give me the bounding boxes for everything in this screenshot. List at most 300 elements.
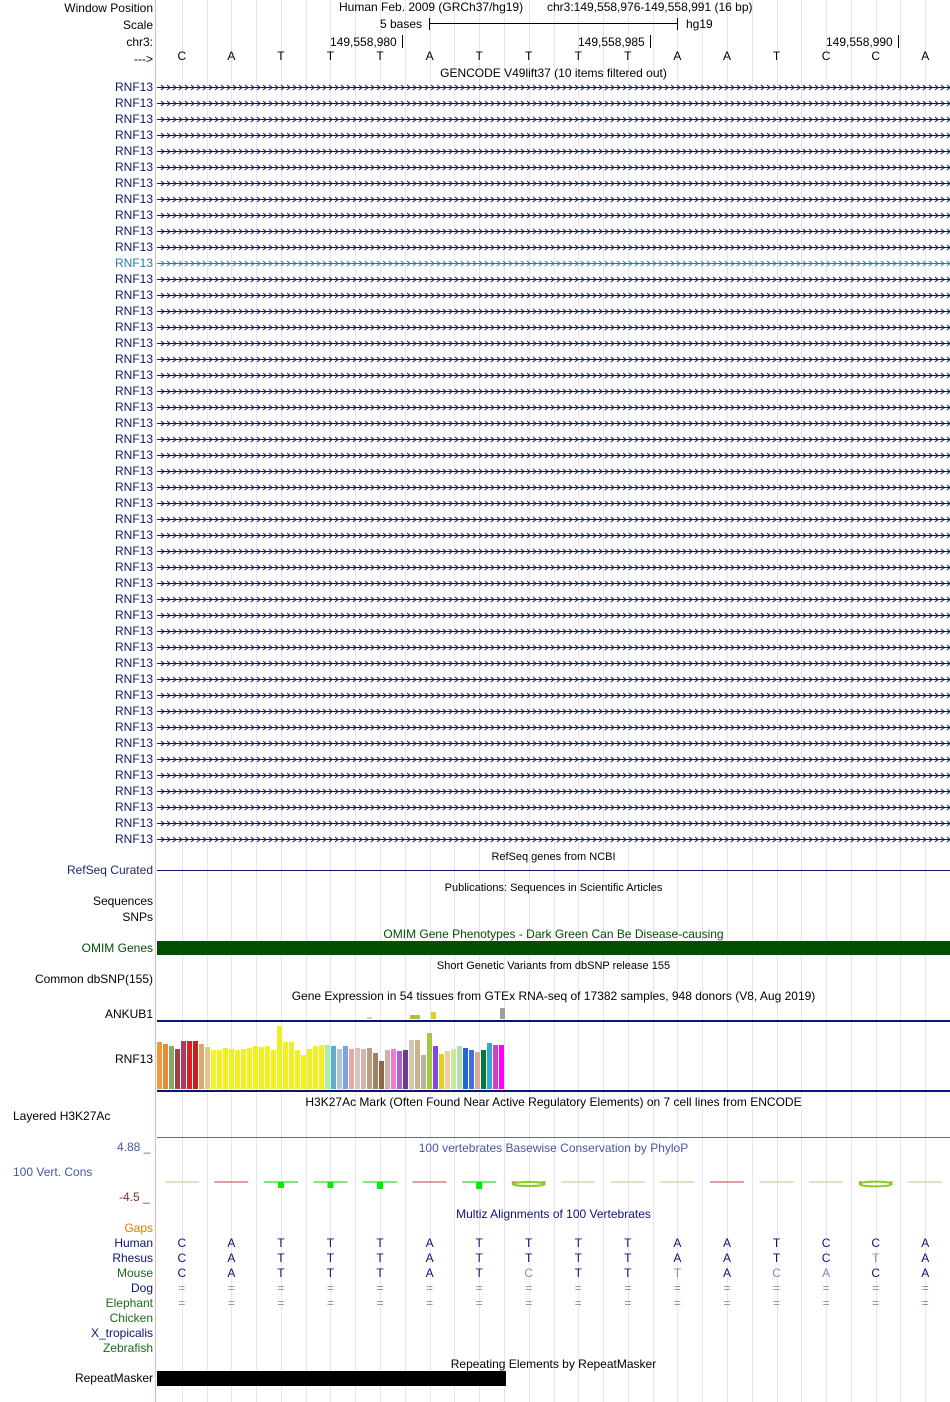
gtex-tissue-bar[interactable] — [355, 1048, 360, 1089]
refseq-track-title[interactable]: RefSeq genes from NCBI — [491, 851, 616, 863]
gencode-gene-label[interactable]: RNF13 — [114, 768, 153, 782]
strand-chevrons — [157, 260, 950, 267]
gencode-transcript[interactable] — [157, 436, 950, 443]
gtex-tissue-bar[interactable] — [427, 1033, 432, 1089]
strand-chevrons — [157, 324, 950, 331]
gencode-transcript[interactable] — [157, 708, 950, 715]
publications-track-title[interactable]: Publications: Sequences in Scientific Articles — [444, 882, 663, 894]
gencode-gene-label[interactable]: RNF13 — [114, 688, 153, 702]
multiz-species-label[interactable]: Elephant — [105, 1296, 153, 1310]
strand-chevrons — [157, 484, 950, 491]
repeatmasker-track-title[interactable]: Repeating Elements by RepeatMasker — [450, 1357, 657, 1371]
gencode-gene-label[interactable]: RNF13 — [114, 368, 153, 382]
multiz-base: = — [475, 1281, 483, 1295]
reference-base: C — [177, 49, 187, 63]
phylop-track-title[interactable]: 100 vertebrates Basewise Conservation by PhyloP — [418, 1141, 689, 1155]
gencode-transcript[interactable] — [157, 212, 950, 219]
gtex-tissue-bar[interactable] — [157, 1042, 162, 1089]
gencode-transcript[interactable] — [157, 116, 950, 123]
gencode-transcript[interactable] — [157, 356, 950, 363]
strand-chevrons — [157, 660, 950, 667]
gencode-gene-label[interactable]: RNF13 — [114, 336, 153, 350]
strand-chevrons — [157, 756, 950, 763]
gtex-tissue-bar[interactable] — [163, 1044, 168, 1089]
gtex-tissue-bar[interactable] — [415, 1040, 420, 1089]
gtex-tissue-bar[interactable] — [487, 1043, 492, 1089]
multiz-base: C — [177, 1236, 187, 1250]
gencode-gene-label[interactable]: RNF13 — [114, 176, 153, 190]
gencode-gene-label[interactable]: RNF13 — [114, 736, 153, 750]
gtex-tissue-bar[interactable] — [283, 1042, 288, 1089]
phylop-score-mark[interactable] — [462, 1182, 496, 1189]
strand-chevrons — [157, 580, 950, 587]
gencode-gene-label[interactable]: RNF13 — [114, 416, 153, 430]
multiz-base: T — [326, 1251, 335, 1265]
multiz-base: T — [624, 1236, 632, 1250]
gtex-tissue-bar[interactable] — [181, 1041, 186, 1089]
multiz-base: T — [475, 1236, 483, 1250]
multiz-base: A — [425, 1251, 434, 1265]
ruler-tick-label: 149,558,985 — [578, 35, 645, 49]
chrom-label: chr3: — [126, 35, 153, 49]
gencode-gene-label[interactable]: RNF13 — [114, 272, 153, 286]
gtex-tissue-bar[interactable] — [397, 1051, 402, 1089]
gencode-transcript[interactable] — [157, 756, 950, 763]
reference-base: T — [772, 49, 781, 63]
multiz-base: A — [722, 1236, 731, 1250]
gencode-gene-label[interactable]: RNF13 — [114, 80, 153, 94]
reference-base: C — [871, 49, 880, 63]
gencode-transcript[interactable] — [157, 308, 950, 315]
gtex-ankub1-bar[interactable] — [367, 1017, 372, 1019]
gencode-transcript[interactable] — [157, 500, 950, 507]
gtex-tissue-bar[interactable] — [391, 1049, 396, 1089]
multiz-base: = — [277, 1281, 285, 1295]
window-position-label: Window Position — [64, 1, 153, 15]
gencode-transcript[interactable] — [157, 564, 950, 571]
strand-chevrons — [157, 692, 950, 699]
multiz-species-label[interactable]: Chicken — [109, 1311, 153, 1325]
multiz-base: = — [673, 1281, 681, 1295]
gtex-tissue-bar[interactable] — [169, 1046, 174, 1089]
gtex-tissue-bar[interactable] — [499, 1045, 504, 1089]
gtex-tissue-bar[interactable] — [445, 1051, 450, 1089]
multiz-base: = — [475, 1296, 483, 1310]
gtex-tissue-bar[interactable] — [199, 1044, 204, 1089]
gencode-transcript[interactable] — [157, 292, 950, 299]
gencode-transcript[interactable] — [157, 148, 950, 155]
gtex-tissue-bar[interactable] — [295, 1050, 300, 1089]
scale-bar-right-tick — [677, 18, 678, 30]
reference-base: T — [277, 49, 285, 63]
multiz-base: A — [921, 1266, 930, 1280]
label-divider — [155, 0, 156, 1402]
strand-chevrons — [157, 372, 950, 379]
multiz-base: C — [177, 1251, 187, 1265]
gtex-tissue-bar[interactable] — [319, 1045, 324, 1089]
multiz-base: T — [871, 1251, 880, 1265]
gencode-gene-label[interactable]: RNF13 — [114, 592, 153, 606]
multiz-base: = — [525, 1281, 533, 1295]
strand-chevrons — [157, 740, 950, 747]
gencode-gene-label[interactable]: RNF13 — [114, 640, 153, 654]
multiz-species-label[interactable]: Mouse — [116, 1266, 153, 1280]
gtex-tissue-bar[interactable] — [349, 1049, 354, 1089]
multiz-base: C — [772, 1266, 781, 1280]
gtex-track-title[interactable]: Gene Expression in 54 tissues from GTEx RNA-seq of 17382 samples, 948 donors (V8, Aug 2019) — [291, 989, 816, 1003]
gtex-tissue-bar[interactable] — [289, 1042, 294, 1089]
multiz-base: = — [673, 1296, 681, 1310]
strand-chevrons — [157, 548, 950, 555]
gtex-tissue-bar[interactable] — [463, 1048, 468, 1089]
multiz-base: = — [227, 1296, 235, 1310]
gtex-tissue-bar[interactable] — [265, 1046, 270, 1089]
gencode-gene-label[interactable]: RNF13 — [114, 544, 153, 558]
position-readout[interactable]: chr3:149,558,976-149,558,991 (16 bp) — [547, 0, 753, 14]
gencode-gene-label[interactable]: RNF13 — [114, 656, 153, 670]
strand-chevrons — [157, 116, 950, 123]
gtex-tissue-bar[interactable] — [175, 1049, 180, 1089]
multiz-base: = — [574, 1281, 582, 1295]
multiz-base: = — [326, 1281, 334, 1295]
strand-chevrons — [157, 228, 950, 235]
gencode-transcript[interactable] — [157, 660, 950, 667]
strand-chevrons — [157, 292, 950, 299]
gencode-transcript[interactable] — [157, 468, 950, 475]
multiz-base: T — [475, 1251, 483, 1265]
dbsnp-track-label[interactable]: Common dbSNP(155) — [34, 972, 153, 986]
gencode-gene-label[interactable]: RNF13 — [114, 208, 153, 222]
multiz-base: A — [921, 1251, 930, 1265]
reference-base: T — [475, 49, 483, 63]
gencode-transcript[interactable] — [157, 692, 950, 699]
gencode-gene-label[interactable]: RNF13 — [114, 384, 153, 398]
multiz-base: C — [177, 1266, 187, 1280]
gencode-gene-label[interactable]: RNF13 — [114, 112, 153, 126]
phylop-score-mark[interactable] — [859, 1182, 893, 1187]
gencode-gene-label[interactable]: RNF13 — [114, 400, 153, 414]
gencode-gene-label[interactable]: RNF13 — [114, 192, 153, 206]
multiz-base: A — [425, 1266, 434, 1280]
gtex-tissue-bar[interactable] — [235, 1050, 240, 1089]
phylop-track-label[interactable]: 100 Vert. Cons — [13, 1165, 93, 1179]
gtex-tissue-bar[interactable] — [301, 1055, 306, 1089]
gencode-gene-label[interactable]: RNF13 — [114, 576, 153, 590]
gtex-tissue-bar[interactable] — [313, 1046, 318, 1089]
gtex-gene-label-ankub1[interactable]: ANKUB1 — [104, 1007, 153, 1021]
gencode-transcript[interactable] — [157, 260, 950, 267]
multiz-base: A — [425, 1236, 434, 1250]
multiz-base: T — [525, 1251, 533, 1265]
h3k27ac-track-label[interactable]: Layered H3K27Ac — [13, 1109, 111, 1123]
gencode-transcript[interactable] — [157, 644, 950, 651]
phylop-signal[interactable] — [157, 1162, 950, 1202]
gencode-gene-label[interactable]: RNF13 — [114, 704, 153, 718]
publications-label-sequences[interactable]: Sequences — [92, 894, 153, 908]
gencode-gene-label[interactable]: RNF13 — [114, 352, 153, 366]
strand-chevrons — [157, 468, 950, 475]
gtex-tissue-bar[interactable] — [217, 1050, 222, 1089]
strand-chevrons — [157, 84, 950, 91]
gtex-tissue-bar[interactable] — [193, 1041, 198, 1089]
gencode-gene-label[interactable]: RNF13 — [114, 496, 153, 510]
h3k27ac-baseline — [157, 1137, 950, 1138]
dbsnp-track-title[interactable]: Short Genetic Variants from dbSNP release 155 — [436, 960, 671, 972]
assembly-name: Human Feb. 2009 (GRCh37/hg19) — [339, 0, 524, 14]
publications-label-snps[interactable]: SNPs — [122, 910, 153, 924]
gencode-gene-label[interactable]: RNF13 — [114, 304, 153, 318]
repeatmasker-element[interactable] — [157, 1371, 506, 1386]
gtex-tissue-bar[interactable] — [271, 1050, 276, 1089]
gencode-gene-label[interactable]: RNF13 — [114, 832, 153, 846]
gtex-tissue-bar[interactable] — [361, 1049, 366, 1089]
gtex-tissue-bar[interactable] — [259, 1047, 264, 1089]
gencode-gene-label[interactable]: RNF13 — [114, 816, 153, 830]
strand-arrow-label: ---> — [134, 52, 153, 66]
gtex-tissue-bar[interactable] — [451, 1049, 456, 1089]
gencode-transcript[interactable] — [157, 388, 950, 395]
strand-chevrons — [157, 212, 950, 219]
h3k27ac-track-title[interactable]: H3K27Ac Mark (Often Found Near Active Regulatory Elements) on 7 cell lines from ENCODE — [305, 1095, 802, 1109]
gencode-transcript[interactable] — [157, 484, 950, 491]
gencode-gene-label[interactable]: RNF13 — [114, 144, 153, 158]
gencode-transcript[interactable] — [157, 548, 950, 555]
gtex-tissue-bar[interactable] — [403, 1050, 408, 1089]
strand-chevrons — [157, 308, 950, 315]
gencode-transcript[interactable] — [157, 772, 950, 779]
multiz-base: T — [376, 1266, 384, 1280]
scale-label: Scale — [122, 18, 153, 32]
gtex-tissue-bar[interactable] — [439, 1054, 444, 1089]
multiz-base: = — [822, 1281, 830, 1295]
gencode-gene-label[interactable]: RNF13 — [114, 800, 153, 814]
multiz-base: = — [227, 1281, 235, 1295]
gencode-transcript[interactable] — [157, 452, 950, 459]
gtex-tissue-bar[interactable] — [205, 1047, 210, 1089]
gtex-tissue-bar[interactable] — [337, 1049, 342, 1089]
gencode-gene-label[interactable]: RNF13 — [114, 432, 153, 446]
multiz-base: = — [723, 1281, 731, 1295]
gencode-gene-label[interactable]: RNF13 — [114, 560, 153, 574]
gencode-transcript[interactable] — [157, 244, 950, 251]
gencode-transcript[interactable] — [157, 596, 950, 603]
gencode-transcript[interactable] — [157, 612, 950, 619]
gencode-gene-label[interactable]: RNF13 — [114, 752, 153, 766]
strand-chevrons — [157, 404, 950, 411]
gencode-transcript[interactable] — [157, 404, 950, 411]
gencode-gene-label[interactable]: RNF13 — [114, 480, 153, 494]
gencode-transcript[interactable] — [157, 196, 950, 203]
gtex-tissue-bar[interactable] — [385, 1050, 390, 1089]
gtex-tissue-bar[interactable] — [307, 1049, 312, 1089]
gencode-track-title[interactable]: GENCODE V49lift37 (10 items filtered out) — [440, 66, 667, 80]
gtex-ankub1-bar[interactable] — [500, 1008, 505, 1019]
gencode-transcript[interactable] — [157, 740, 950, 747]
gtex-tissue-bar[interactable] — [457, 1046, 462, 1089]
gtex-tissue-bar[interactable] — [433, 1046, 438, 1089]
multiz-base: T — [277, 1236, 285, 1250]
multiz-base: = — [773, 1296, 781, 1310]
gencode-transcript[interactable] — [157, 340, 950, 347]
multiz-base: = — [178, 1296, 186, 1310]
refseq-track-label[interactable]: RefSeq Curated — [66, 863, 153, 877]
strand-chevrons — [157, 804, 950, 811]
gtex-tissue-bar[interactable] — [481, 1050, 486, 1089]
gtex-tissue-bar[interactable] — [367, 1048, 372, 1089]
phylop-score-mark[interactable] — [512, 1182, 546, 1186]
gencode-gene-label[interactable]: RNF13 — [114, 96, 153, 110]
strand-chevrons — [157, 564, 950, 571]
reference-base: T — [525, 49, 533, 63]
gtex-tissue-bar[interactable] — [247, 1048, 252, 1089]
gencode-transcript[interactable] — [157, 420, 950, 427]
gencode-gene-label[interactable]: RNF13 — [114, 464, 153, 478]
strand-chevrons — [157, 708, 950, 715]
reference-base: T — [574, 49, 582, 63]
multiz-species-label[interactable]: Zebrafish — [102, 1341, 153, 1355]
multiz-base: = — [277, 1296, 285, 1310]
gencode-transcript[interactable] — [157, 164, 950, 171]
phylop-score-mark[interactable] — [313, 1182, 347, 1188]
gencode-gene-label[interactable]: RNF13 — [114, 160, 153, 174]
multiz-base: = — [178, 1281, 186, 1295]
gtex-tissue-bar[interactable] — [229, 1049, 234, 1089]
multiz-base: C — [821, 1236, 831, 1250]
gencode-transcript[interactable] — [157, 516, 950, 523]
gtex-tissue-bar[interactable] — [277, 1026, 282, 1089]
gtex-tissue-bar[interactable] — [223, 1048, 228, 1089]
strand-chevrons — [157, 244, 950, 251]
multiz-base: = — [426, 1296, 434, 1310]
omim-track-label[interactable]: OMIM Genes — [81, 941, 153, 955]
omim-track-title[interactable]: OMIM Gene Phenotypes - Dark Green Can Be Disease-causing — [383, 927, 724, 941]
gencode-transcript[interactable] — [157, 724, 950, 731]
gencode-transcript[interactable] — [157, 276, 950, 283]
reference-base: A — [722, 49, 731, 63]
gencode-gene-label[interactable]: RNF13 — [114, 256, 153, 270]
gtex-tissue-bar[interactable] — [469, 1050, 474, 1089]
gtex-tissue-bar[interactable] — [493, 1045, 498, 1089]
gencode-transcript[interactable] — [157, 580, 950, 587]
gtex-ankub1-bar[interactable] — [431, 1012, 436, 1019]
gtex-ankub1-bar[interactable] — [415, 1015, 420, 1019]
gencode-gene-label[interactable]: RNF13 — [114, 448, 153, 462]
multiz-base: T — [326, 1266, 335, 1280]
multiz-track-title[interactable]: Multiz Alignments of 100 Vertebrates — [456, 1207, 651, 1221]
gtex-tissue-bar[interactable] — [373, 1053, 378, 1089]
gtex-tissue-bar[interactable] — [325, 1045, 330, 1089]
multiz-base: = — [525, 1296, 533, 1310]
phylop-score-mark[interactable] — [363, 1182, 397, 1189]
multiz-base: = — [872, 1281, 880, 1295]
gtex-tissue-bar[interactable] — [421, 1055, 426, 1089]
gencode-transcript[interactable] — [157, 628, 950, 635]
strand-chevrons — [157, 724, 950, 731]
multiz-base: A — [673, 1251, 682, 1265]
multiz-species-label[interactable]: Human — [114, 1236, 153, 1250]
strand-chevrons — [157, 100, 950, 107]
multiz-base: T — [574, 1251, 582, 1265]
gtex-tissue-bar[interactable] — [211, 1050, 216, 1089]
gencode-gene-label[interactable]: RNF13 — [114, 288, 153, 302]
gencode-gene-label[interactable]: RNF13 — [114, 784, 153, 798]
gencode-gene-label[interactable]: RNF13 — [114, 672, 153, 686]
gencode-transcript[interactable] — [157, 676, 950, 683]
gencode-transcript[interactable] — [157, 324, 950, 331]
strand-chevrons — [157, 452, 950, 459]
gtex-tissue-bar[interactable] — [343, 1046, 348, 1089]
multiz-base: = — [872, 1296, 880, 1310]
gencode-gene-label[interactable]: RNF13 — [114, 240, 153, 254]
gencode-transcript[interactable] — [157, 100, 950, 107]
phylop-score-mark[interactable] — [264, 1182, 298, 1188]
gencode-gene-label[interactable]: RNF13 — [114, 224, 153, 238]
multiz-base: = — [921, 1296, 929, 1310]
strand-chevrons — [157, 596, 950, 603]
multiz-base: A — [822, 1266, 831, 1280]
gtex-gene-label-rnf13[interactable]: RNF13 — [114, 1052, 153, 1066]
gencode-transcript[interactable] — [157, 532, 950, 539]
scale-bar — [429, 23, 678, 24]
phylop-min-label: -4.5 _ — [119, 1190, 150, 1204]
strand-chevrons — [157, 500, 950, 507]
gencode-gene-label[interactable]: RNF13 — [114, 720, 153, 734]
multiz-base: = — [822, 1296, 830, 1310]
gencode-transcript[interactable] — [157, 132, 950, 139]
gtex-tissue-bar[interactable] — [475, 1052, 480, 1089]
gtex-tissue-bar[interactable] — [241, 1049, 246, 1089]
strand-chevrons — [157, 388, 950, 395]
scale-bar-left-tick — [429, 18, 430, 30]
gencode-gene-label[interactable]: RNF13 — [114, 624, 153, 638]
gtex-tissue-bar[interactable] — [187, 1041, 192, 1089]
gencode-transcript[interactable] — [157, 804, 950, 811]
gencode-transcript[interactable] — [157, 788, 950, 795]
gencode-gene-label[interactable]: RNF13 — [114, 512, 153, 526]
gencode-gene-label[interactable]: RNF13 — [114, 528, 153, 542]
gencode-transcript[interactable] — [157, 84, 950, 91]
gencode-transcript[interactable] — [157, 228, 950, 235]
gtex-tissue-bar[interactable] — [331, 1046, 336, 1089]
refseq-gene-line[interactable] — [157, 870, 950, 871]
omim-gene-bar[interactable] — [157, 941, 950, 955]
multiz-species-label[interactable]: Dog — [130, 1281, 153, 1295]
repeatmasker-track-label[interactable]: RepeatMasker — [74, 1371, 153, 1385]
strand-chevrons — [157, 164, 950, 171]
strand-chevrons — [157, 772, 950, 779]
gencode-transcript[interactable] — [157, 836, 950, 843]
gencode-transcript[interactable] — [157, 180, 950, 187]
reference-base: A — [227, 49, 236, 63]
gtex-tissue-bar[interactable] — [253, 1046, 258, 1089]
gencode-gene-label[interactable]: RNF13 — [114, 128, 153, 142]
ruler-tick — [898, 35, 899, 48]
multiz-base: C — [871, 1266, 880, 1280]
strand-chevrons — [157, 356, 950, 363]
multiz-species-label[interactable]: X_tropicalis — [90, 1326, 153, 1340]
gtex-tissue-bar[interactable] — [379, 1061, 384, 1089]
multiz-species-label[interactable]: Rhesus — [112, 1251, 153, 1265]
gencode-gene-label[interactable]: RNF13 — [114, 608, 153, 622]
reference-base: C — [821, 49, 831, 63]
gencode-transcript[interactable] — [157, 820, 950, 827]
gencode-transcript[interactable] — [157, 372, 950, 379]
gtex-tissue-bar[interactable] — [409, 1040, 414, 1089]
multiz-base: C — [821, 1251, 831, 1265]
gencode-gene-label[interactable]: RNF13 — [114, 320, 153, 334]
strand-chevrons — [157, 836, 950, 843]
multiz-base: T — [475, 1266, 483, 1280]
